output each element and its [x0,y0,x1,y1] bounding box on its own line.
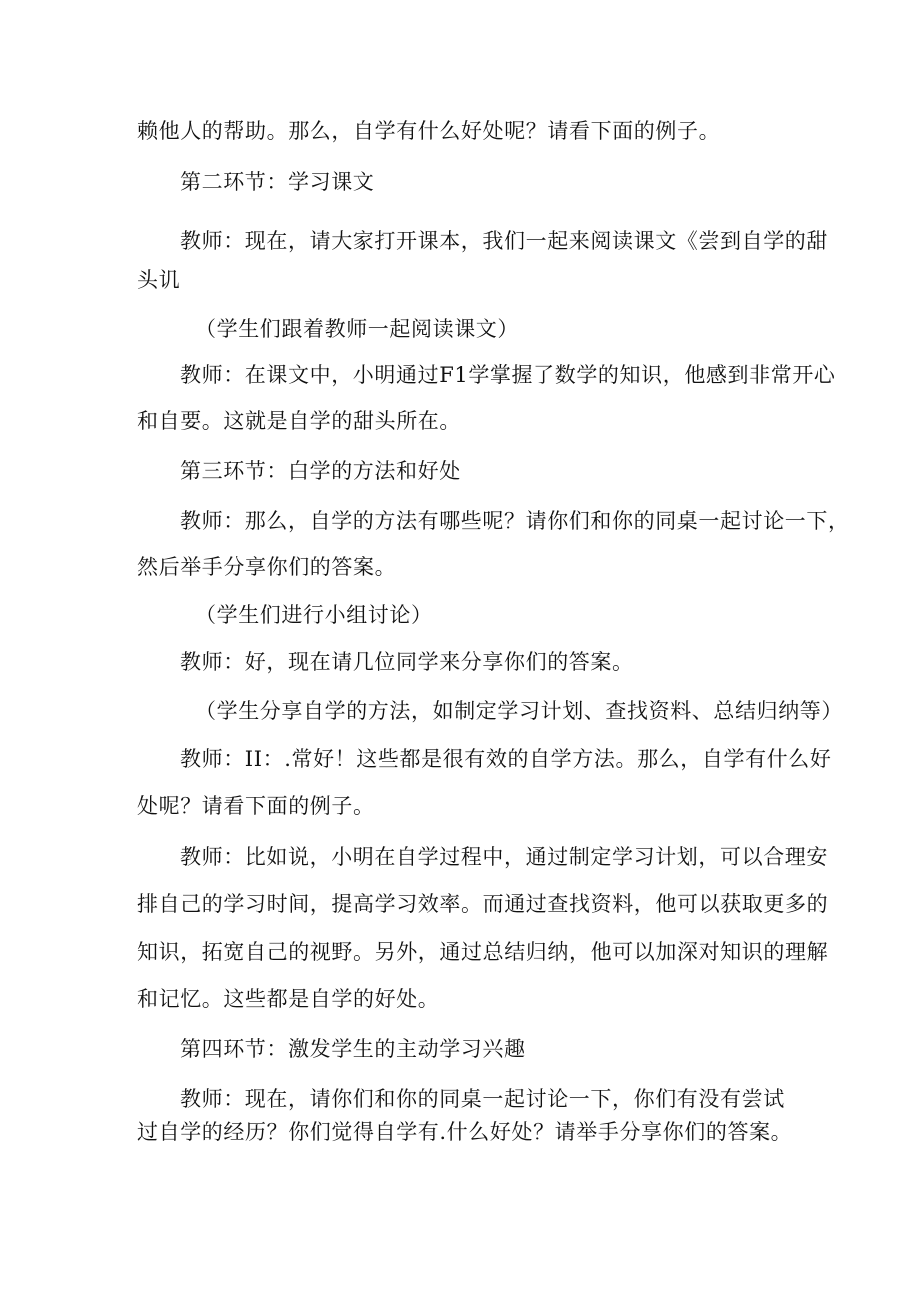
text-line: 教师：II：.常好！这些都是很有效的自学方法。那么，自学有什么好 [180,747,832,771]
text-line: 知识，拓宽自己的视野。另外，通过总结归纳，他可以加深对知识的理解 [137,940,829,964]
text-line: 教师：在课文中，小明通过F1学掌握了数学的知识，他感到非常开心 [180,363,836,387]
text-line: 和自要。这就是自学的甜头所在。 [137,409,461,433]
text-line: 处呢？请看下面的例子。 [137,794,375,818]
text-line: 教师：比如说，小明在自学过程中，通过制定学习计划，可以合理安 [180,845,828,869]
text-line: 头讥 [137,268,181,292]
stage-direction: （学生分享自学的方法，如制定学习计划、查找资料、总结归纳等） [195,699,843,723]
section-heading-3: 第三环节：白学的方法和好处 [180,459,461,483]
text-line: 然后举手分享你们的答案。 [137,555,397,579]
text-line: 教师：现在，请大家打开课本，我们一起来阅读课文《尝到自学的甜 [180,229,828,253]
text-line: 和记忆。这些都是自学的好处。 [137,987,440,1011]
stage-direction: （学生们跟着教师一起阅读课文） [195,317,519,341]
section-heading-2: 第二环节：学习课文 [180,170,375,194]
text-line: 赖他人的帮助。那么，自学有什么好处呢？请看下面的例子。 [137,119,721,143]
stage-direction: （学生们进行小组讨论） [195,603,433,627]
text-line: 过自学的经历？你们觉得自学有.什么好处？请举手分享你们的答案。 [137,1120,793,1144]
text-line: 教师：那么，自学的方法有哪些呢？请你们和你的同桌一起讨论一下， [180,509,850,533]
section-heading-4: 第四环节：激发学生的主动学习兴趣 [180,1037,526,1061]
text-line: 教师：现在，请你们和你的同桌一起讨论一下，你们有没有尝试 [180,1087,785,1111]
text-line: 排自己的学习时间，提高学习效率。而通过查找资料，他可以获取更多的 [137,892,829,916]
text-line: 教师：好，现在请几位同学来分享你们的答案。 [180,650,634,674]
